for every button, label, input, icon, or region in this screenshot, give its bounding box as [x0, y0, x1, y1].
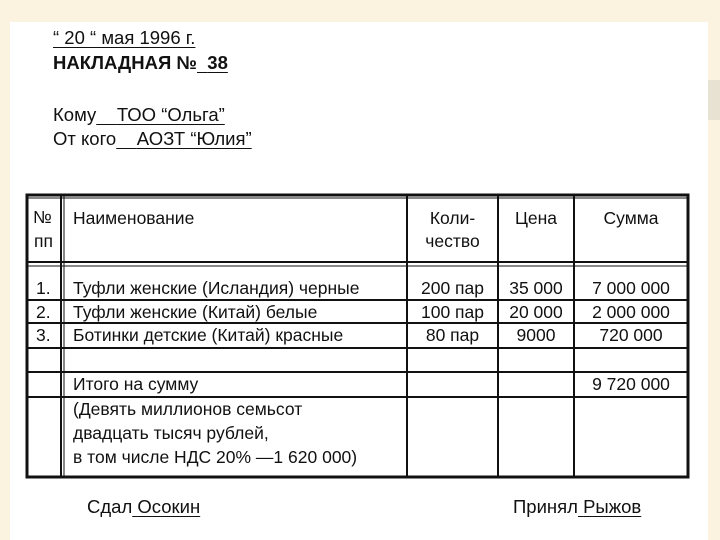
row-2-num: 2. [36, 302, 51, 322]
total-label: Итого на сумму [73, 374, 199, 394]
row-2-sum: 2 000 000 [592, 302, 670, 322]
row-3-sum: 720 000 [599, 325, 663, 345]
handed-by [87, 496, 200, 518]
header-sum: Сумма [603, 208, 659, 228]
row-3-num: 3. [36, 325, 51, 345]
date-value: “ 20 “ мая 1996 г. [53, 27, 196, 48]
row-3-name: Ботинки детские (Китай) красные [73, 325, 344, 345]
received-label: Принял [513, 496, 578, 517]
row-3-qty: 80 пар [425, 325, 480, 345]
row-3-price: 9000 [516, 325, 556, 345]
header-num-2: пп [34, 231, 53, 251]
total-value: 9 720 000 [592, 374, 670, 394]
received-by [513, 496, 641, 518]
invoice-date [53, 27, 195, 49]
amount-words-2: двадцать тысяч рублей, [73, 423, 269, 443]
invoice-number: 38 [207, 52, 228, 73]
sender-line [53, 128, 252, 150]
row-1-sum: 7 000 000 [592, 278, 670, 298]
header-qty-1: Коли- [429, 208, 476, 228]
recipient-value: ТОО “Ольга” [116, 104, 225, 125]
received-value: Рыжов [583, 496, 642, 517]
title-prefix: НАКЛАДНАЯ № [53, 52, 197, 73]
page-corner [708, 80, 720, 120]
row-1-price: 35 000 [509, 278, 563, 298]
header-num-1: № [33, 207, 52, 227]
header-name: Наименование [73, 208, 195, 228]
sender-label: От кого [53, 128, 117, 149]
row-2-qty: 100 пар [420, 302, 484, 322]
recipient-label: Кому [53, 104, 97, 125]
header-qty-2: чество [425, 231, 480, 251]
row-1-qty: 200 пар [420, 278, 484, 298]
row-1-num: 1. [36, 278, 51, 298]
recipient-line [53, 104, 225, 126]
invoice-title [53, 52, 228, 74]
sender-value: АОЗТ “Юлия” [136, 128, 252, 149]
row-2-price: 20 000 [509, 302, 563, 322]
amount-words-3: в том числе НДС 20% —1 620 000) [73, 447, 358, 467]
handed-value: Осокин [137, 496, 201, 517]
row-2-name: Туфли женские (Китай) белые [73, 302, 318, 322]
header-price: Цена [514, 208, 558, 228]
amount-words-1: (Девять миллионов семьсот [73, 399, 303, 419]
row-1-name: Туфли женские (Исландия) черные [73, 278, 360, 298]
handed-label: Сдал [87, 496, 133, 517]
